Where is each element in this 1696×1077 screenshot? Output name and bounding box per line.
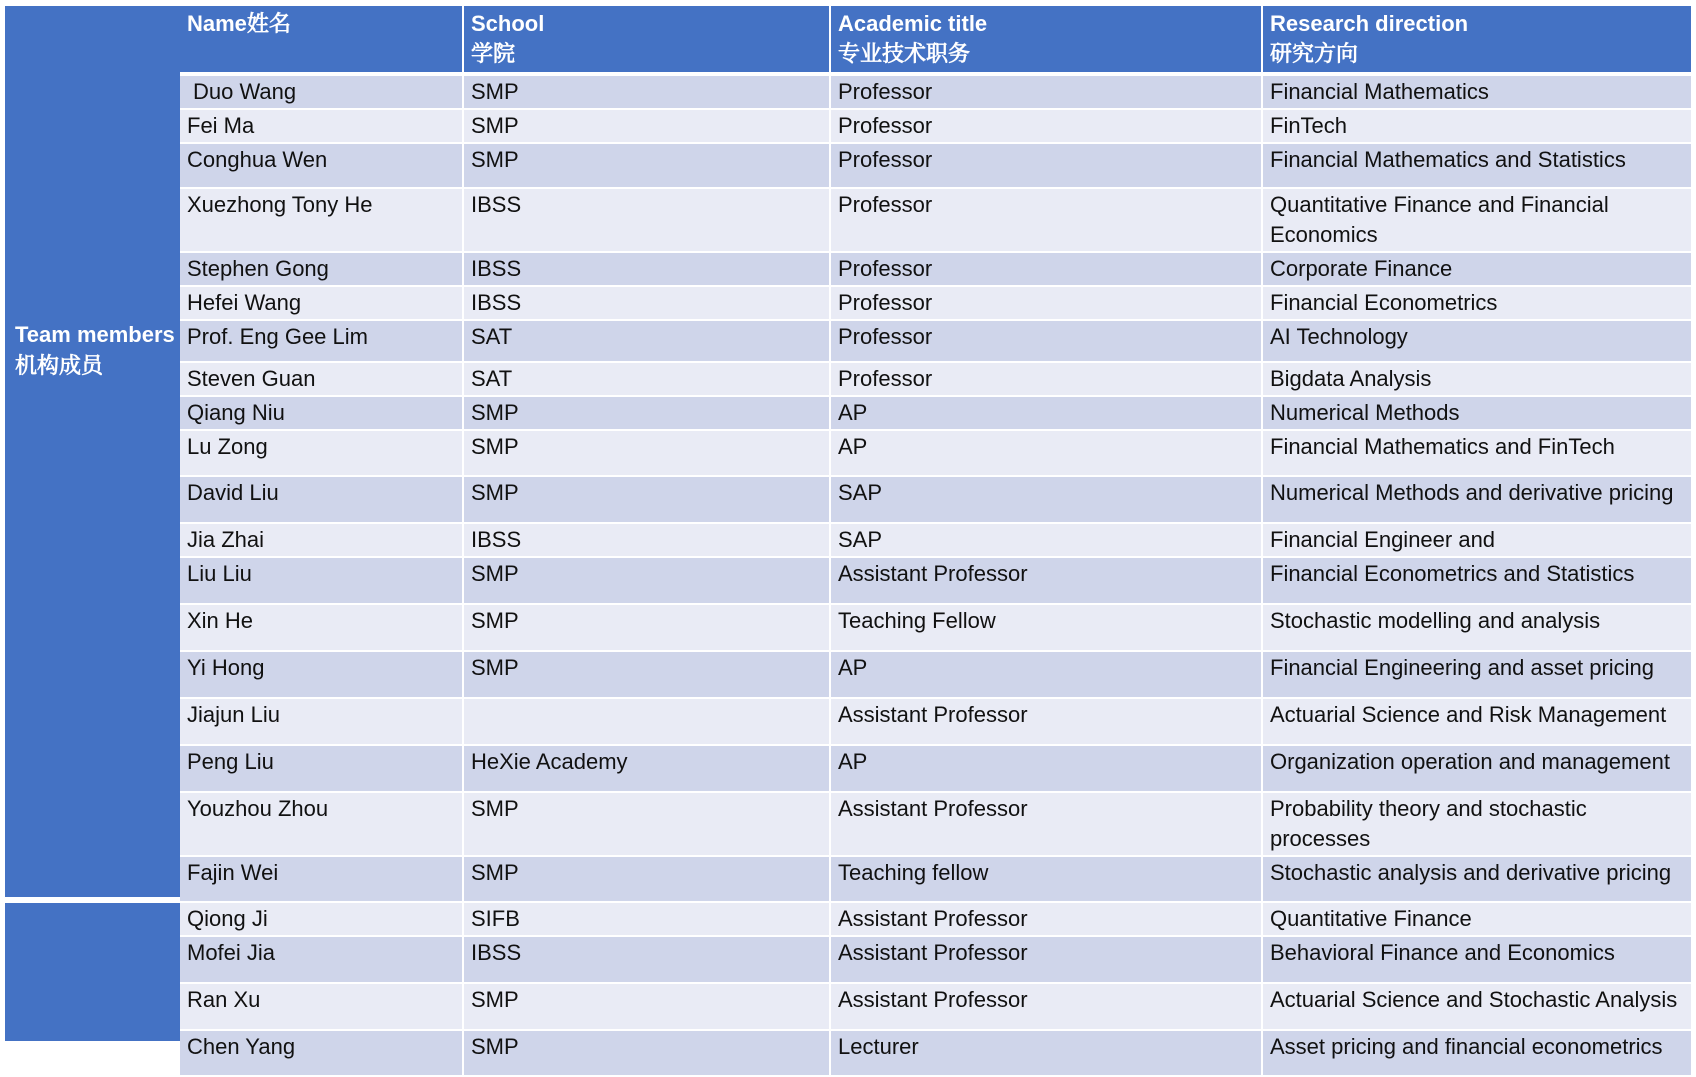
cell-name: Liu Liu xyxy=(180,557,463,604)
cell-school: IBSS xyxy=(463,936,830,983)
cell-school: SMP xyxy=(463,143,830,188)
header-research-direction: Research direction 研究方向 xyxy=(1262,6,1692,74)
table-row xyxy=(180,430,1692,476)
cell-direction: Stochastic modelling and analysis xyxy=(1262,604,1692,651)
table-row xyxy=(180,936,1692,983)
cell-title: AP xyxy=(830,651,1262,698)
cell-name: Youzhou Zhou xyxy=(180,792,463,856)
cell-direction: Behavioral Finance and Economics xyxy=(1262,936,1692,983)
table-row xyxy=(180,745,1692,792)
cell-school: SMP xyxy=(463,396,830,430)
cell-title: Professor xyxy=(830,143,1262,188)
cell-direction: Actuarial Science and Risk Management xyxy=(1262,698,1692,745)
cell-name: Xuezhong Tony He xyxy=(180,188,463,252)
table-row xyxy=(180,320,1692,362)
cell-title: Assistant Professor xyxy=(830,936,1262,983)
cell-school: IBSS xyxy=(463,523,830,557)
cell-school: SIFB xyxy=(463,902,830,936)
cell-name: Stephen Gong xyxy=(180,252,463,286)
cell-name: Mofei Jia xyxy=(180,936,463,983)
team-members-cell-continued xyxy=(5,903,180,1041)
cell-name: Jiajun Liu xyxy=(180,698,463,745)
cell-direction: AI Technology xyxy=(1262,320,1692,362)
cell-school: SMP xyxy=(463,792,830,856)
header-school: School 学院 xyxy=(463,6,830,74)
cell-direction: Financial Mathematics and FinTech xyxy=(1262,430,1692,476)
cell-title: Professor xyxy=(830,320,1262,362)
table-row xyxy=(180,792,1692,856)
table-row xyxy=(180,604,1692,651)
cell-name: Qiang Niu xyxy=(180,396,463,430)
header-row xyxy=(180,6,1692,74)
table-row xyxy=(180,476,1692,523)
cell-direction: Financial Mathematics and Statistics xyxy=(1262,143,1692,188)
cell-title: AP xyxy=(830,396,1262,430)
cell-school: IBSS xyxy=(463,286,830,320)
cell-school: SMP xyxy=(463,983,830,1030)
cell-title: Professor xyxy=(830,362,1262,396)
cell-name: Fajin Wei xyxy=(180,856,463,902)
table-row xyxy=(180,856,1692,902)
table-row xyxy=(180,362,1692,396)
cell-school: SMP xyxy=(463,476,830,523)
cell-title: Teaching Fellow xyxy=(830,604,1262,651)
cell-school: SMP xyxy=(463,430,830,476)
cell-name: Ran Xu xyxy=(180,983,463,1030)
cell-title: Professor xyxy=(830,74,1262,109)
cell-direction: Quantitative Finance xyxy=(1262,902,1692,936)
cell-name: Xin He xyxy=(180,604,463,651)
table-row xyxy=(180,188,1692,252)
cell-direction: Numerical Methods and derivative pricing xyxy=(1262,476,1692,523)
cell-direction: Asset pricing and financial econometrics xyxy=(1262,1030,1692,1076)
cell-title: AP xyxy=(830,745,1262,792)
cell-title: Professor xyxy=(830,286,1262,320)
cell-direction: Numerical Methods xyxy=(1262,396,1692,430)
cell-direction: FinTech xyxy=(1262,109,1692,143)
cell-title: Assistant Professor xyxy=(830,698,1262,745)
cell-title: SAP xyxy=(830,476,1262,523)
table-row xyxy=(180,557,1692,604)
header-academic-title: Academic title 专业技术职务 xyxy=(830,6,1262,74)
team-members-label: Team members 机构成员 xyxy=(15,322,175,378)
table-row xyxy=(180,143,1692,188)
cell-direction: Financial Econometrics xyxy=(1262,286,1692,320)
cell-name: Prof. Eng Gee Lim xyxy=(180,320,463,362)
cell-name: Hefei Wang xyxy=(180,286,463,320)
table-row xyxy=(180,698,1692,745)
cell-school: SMP xyxy=(463,651,830,698)
cell-title: Assistant Professor xyxy=(830,557,1262,604)
cell-title: Teaching fellow xyxy=(830,856,1262,902)
cell-direction: Corporate Finance xyxy=(1262,252,1692,286)
cell-school: SMP xyxy=(463,557,830,604)
table-row xyxy=(180,902,1692,936)
cell-name: Chen Yang xyxy=(180,1030,463,1076)
cell-school: IBSS xyxy=(463,188,830,252)
cell-direction: Organization operation and management xyxy=(1262,745,1692,792)
table-row xyxy=(180,1030,1692,1076)
cell-direction: Financial Econometrics and Statistics xyxy=(1262,557,1692,604)
table-row xyxy=(180,396,1692,430)
table-row xyxy=(180,74,1692,109)
cell-title: Assistant Professor xyxy=(830,983,1262,1030)
cell-title: Professor xyxy=(830,252,1262,286)
cell-name: Steven Guan xyxy=(180,362,463,396)
cell-name: Conghua Wen xyxy=(180,143,463,188)
table-row xyxy=(180,252,1692,286)
cell-direction: Financial Engineering and asset pricing xyxy=(1262,651,1692,698)
table-row xyxy=(180,109,1692,143)
cell-school: SMP xyxy=(463,604,830,651)
cell-name: Qiong Ji xyxy=(180,902,463,936)
cell-name: Peng Liu xyxy=(180,745,463,792)
header-name: Name姓名 xyxy=(180,6,463,74)
cell-school: SMP xyxy=(463,856,830,902)
table-row xyxy=(180,983,1692,1030)
cell-school: SMP xyxy=(463,109,830,143)
cell-name: Yi Hong xyxy=(180,651,463,698)
cell-direction: Quantitative Finance and Financial Economics xyxy=(1262,188,1692,252)
cell-name: Fei Ma xyxy=(180,109,463,143)
cell-title: Assistant Professor xyxy=(830,902,1262,936)
cell-school: SAT xyxy=(463,320,830,362)
cell-school: SMP xyxy=(463,74,830,109)
team-members-table xyxy=(180,6,1693,1077)
cell-direction: Financial Mathematics xyxy=(1262,74,1692,109)
cell-name: Lu Zong xyxy=(180,430,463,476)
cell-direction: Actuarial Science and Stochastic Analysis xyxy=(1262,983,1692,1030)
team-members-cell xyxy=(5,6,180,897)
cell-school: HeXie Academy xyxy=(463,745,830,792)
cell-school xyxy=(463,698,830,745)
cell-name: David Liu xyxy=(180,476,463,523)
cell-direction: Bigdata Analysis xyxy=(1262,362,1692,396)
cell-title: AP xyxy=(830,430,1262,476)
cell-name: Duo Wang xyxy=(180,74,463,109)
table-row xyxy=(180,523,1692,557)
table-row xyxy=(180,651,1692,698)
table-row xyxy=(180,286,1692,320)
cell-name: Jia Zhai xyxy=(180,523,463,557)
cell-title: SAP xyxy=(830,523,1262,557)
cell-direction: Probability theory and stochastic processes xyxy=(1262,792,1692,856)
cell-school: SMP xyxy=(463,1030,830,1076)
cell-school: SAT xyxy=(463,362,830,396)
cell-title: Assistant Professor xyxy=(830,792,1262,856)
cell-title: Lecturer xyxy=(830,1030,1262,1076)
cell-direction: Financial Engineer and xyxy=(1262,523,1692,557)
cell-title: Professor xyxy=(830,188,1262,252)
cell-school: IBSS xyxy=(463,252,830,286)
cell-direction: Stochastic analysis and derivative pricing xyxy=(1262,856,1692,902)
cell-title: Professor xyxy=(830,109,1262,143)
